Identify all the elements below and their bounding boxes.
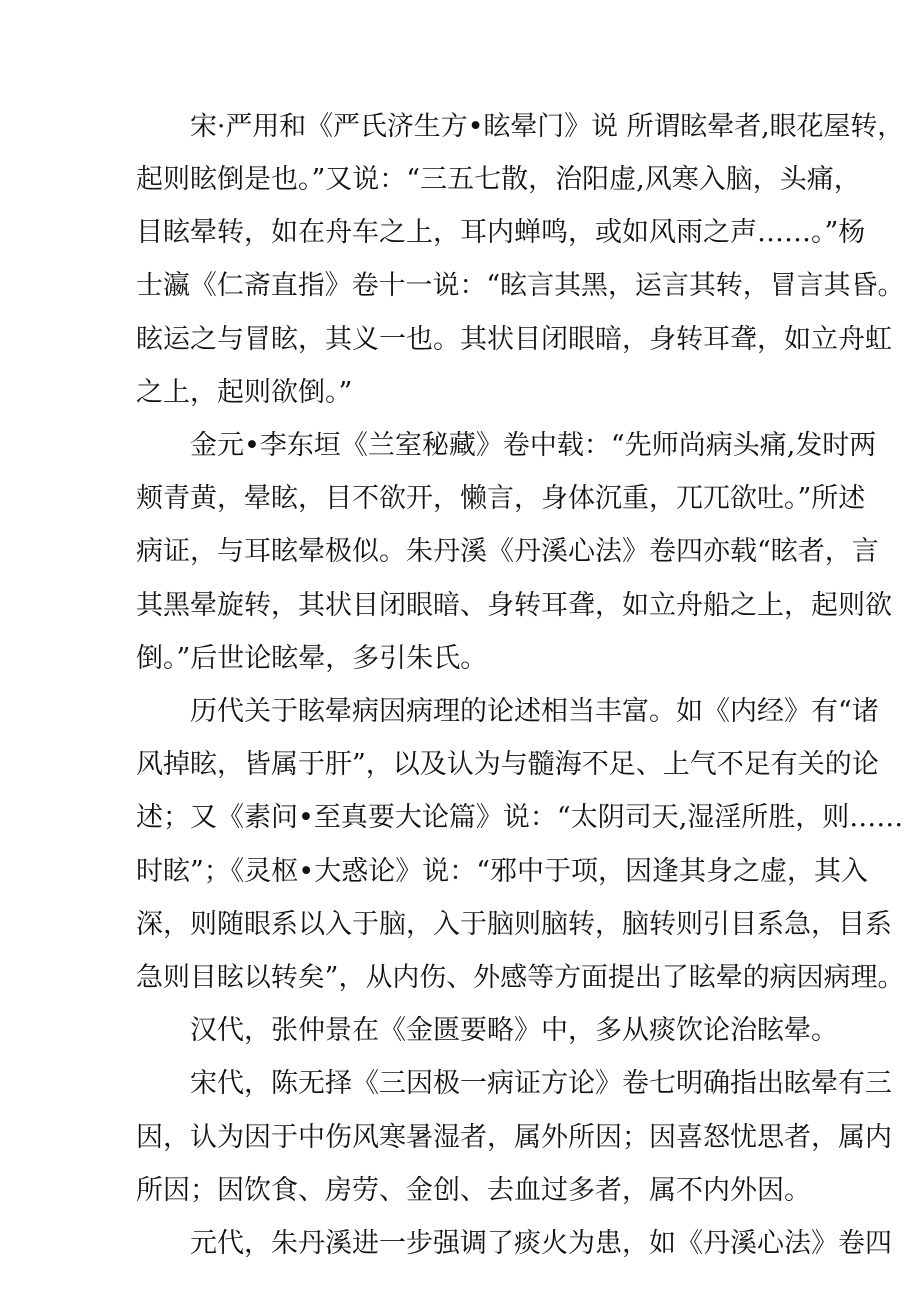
text-line: 因，认为因于中伤风寒暑湿者，属外所因；因喜怒忧思者，属内	[136, 1122, 892, 1153]
text-line: 颊青黄，晕眩，目不欲开，懒言，身体沉重，兀兀欲吐。”所述	[136, 483, 866, 514]
text-line: 历代关于眩晕病因病理的论述相当丰富。如《内经》有“诸	[190, 696, 879, 727]
text-line: 起则眩倒是也。”又说：“三五七散，治阳虚,风寒入脑，头痛，	[136, 164, 861, 195]
text-line: 金元•李东垣《兰室秘藏》卷中载：“先师尚病头痛,发时两	[190, 430, 877, 461]
text-line: 宋代，陈无择《三因极一病证方论》卷七明确指出眩晕有三	[190, 1068, 892, 1099]
text-line: 深，则随眼系以入于脑，入于脑则脑转，脑转则引目系急，目系	[136, 909, 892, 940]
text-line: 目眩晕转，如在舟车之上，耳内蝉鸣，或如风雨之声……。”杨	[136, 217, 866, 248]
text-line: 之上，起则欲倒。”	[136, 377, 353, 408]
text-line: 元代，朱丹溪进一步强调了痰火为患，如《丹溪心法》卷四	[190, 1228, 892, 1259]
text-line: 汉代，张仲景在《金匮要略》中，多从痰饮论治眩晕。	[190, 1015, 838, 1046]
text-line: 其黑晕旋转，其状目闭眼暗、身转耳聋，如立舟船之上，起则欲	[136, 590, 892, 621]
text-line: 急则目眩以转矣”，从内伤、外感等方面提出了眩晕的病因病理。	[136, 962, 905, 993]
text-line: 宋·严用和《严氏济生方•眩晕门》说 所谓眩晕者,眼花屋转，	[190, 111, 905, 142]
text-line: 时眩”；《灵枢•大惑论》说：“邪中于项，因逢其身之虚，其入	[136, 856, 869, 887]
text-line: 倒。”后世论眩晕，多引朱氏。	[136, 643, 488, 674]
text-line: 病证，与耳眩晕极似。朱丹溪《丹溪心法》卷四亦载“眩者，言	[136, 536, 879, 567]
text-line: 所因；因饮食、房劳、金创、去血过多者，属不内外因。	[136, 1175, 811, 1206]
text-line: 士瀛《仁斋直指》卷十一说：“眩言其黑，运言其转，冒言其昏。	[136, 270, 905, 301]
text-line: 风掉眩，皆属于肝”，以及认为与髓海不足、上气不足有关的论	[136, 749, 879, 780]
text-line: 眩运之与冒眩，其义一也。其状目闭眼暗，身转耳聋，如立舟虹	[136, 324, 892, 355]
text-line: 述；又《素问•至真要大论篇》说：“太阴司天,湿淫所胜，则……	[136, 802, 904, 833]
